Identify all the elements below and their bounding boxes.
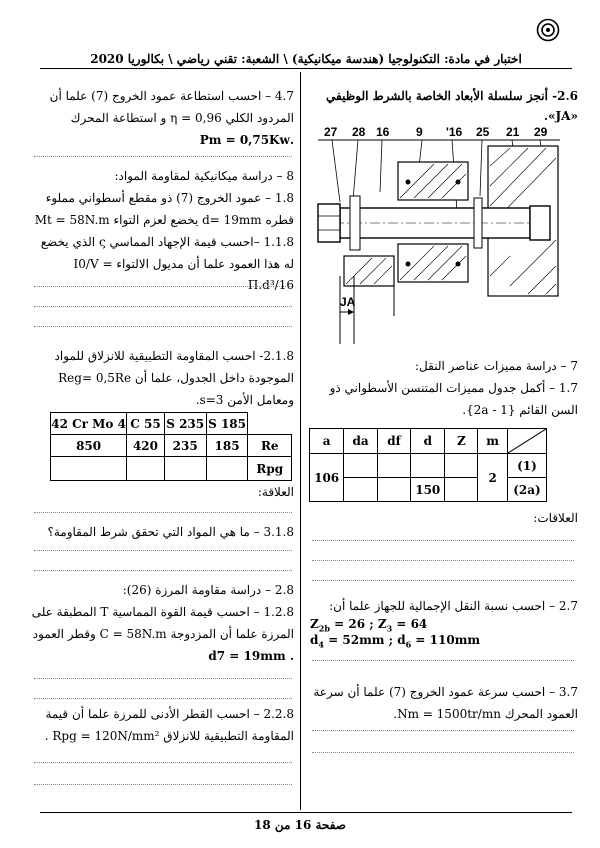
- material-header: S 235: [164, 413, 206, 435]
- re-value: 185: [206, 435, 248, 457]
- drawing-label: 16: [376, 126, 390, 139]
- assembly-drawing: [310, 126, 568, 344]
- q1-2-8-line3: . d7 = 19mm: [208, 649, 294, 663]
- gear-cell: [411, 454, 445, 478]
- material-header: C 55: [127, 413, 165, 435]
- gear-row-label: (1): [507, 454, 546, 478]
- gear-cell: [445, 478, 478, 502]
- q2-2-8-line2: المقاومة التطبيقية للانزلاق Rpg = 120N/mm² .: [44, 729, 294, 743]
- answer-line: [312, 540, 574, 541]
- re-label: Re: [248, 435, 292, 457]
- q2-6-line2: «JA».: [543, 109, 578, 123]
- circle-logo: [536, 18, 560, 42]
- material-table: [50, 412, 292, 481]
- gear-table: [309, 428, 547, 502]
- material-corner: [248, 413, 292, 435]
- ja-label: JA: [340, 295, 356, 309]
- q2-1-8-line2: الموجودة داخل الجدول، علما أن Reg= 0,5Re: [58, 371, 294, 385]
- material-header: 42 Cr Mo 4: [51, 413, 127, 435]
- answer-line: [34, 550, 292, 551]
- q3-7-line1: 3.7 – احسب سرعة عمود الخروج (7) علما أن سرعة: [313, 685, 578, 699]
- material-header: S 185: [206, 413, 248, 435]
- gear-cell: 150: [411, 478, 445, 502]
- footer-divider: [40, 812, 572, 813]
- gear-header: d: [411, 429, 445, 454]
- gear-cell: [344, 454, 378, 478]
- column-divider: [300, 72, 301, 810]
- q2-7-line1: 2.7 – احسب نسبة النقل الإجمالية للجهاز علما أن:: [329, 599, 578, 613]
- answer-line: [312, 580, 574, 581]
- gear-cell: [344, 478, 378, 502]
- rpg-value: [127, 457, 165, 481]
- answer-line: [34, 784, 292, 785]
- answer-line: [34, 306, 292, 307]
- answer-line: [34, 156, 292, 157]
- relations-label: العلاقات:: [533, 511, 578, 525]
- q1-2-8-line1: 1.2.8 – احسب قيمة القوة المماسية T المطبقة على: [31, 605, 294, 619]
- gear-header: m: [478, 429, 508, 454]
- gear-cell: [377, 478, 410, 502]
- drawing-label: 28: [352, 126, 366, 139]
- rpg-label: Rpg: [248, 457, 292, 481]
- drawing-label: 9: [416, 126, 423, 139]
- q1-2-8-line2: المرزة علما أن المزدوجة C = 58N.m وقطر العمود: [32, 627, 294, 641]
- q2-2-8-line1: 2.2.8 – احسب القطر الأدنى للمرزة علما أن قيمة: [45, 707, 294, 721]
- q1-7-line1: 1.7 – أكمل جدول مميزات المتنسن الأسطواني ذو: [329, 381, 578, 395]
- drawing-label: 25: [476, 126, 490, 139]
- drawing-label: 29: [534, 126, 548, 139]
- q2-7-line2: $Z_{2b} = 26$ ; $Z_3 = 64$: [310, 617, 428, 634]
- re-value: 235: [164, 435, 206, 457]
- q1-7-line2: السن القائم {1 - 2a}.: [462, 403, 578, 417]
- page-number: صفحة 16 من 18: [254, 818, 346, 832]
- answer-line: [312, 752, 574, 753]
- answer-line: [312, 660, 574, 661]
- header-divider: [40, 68, 572, 69]
- rpg-value: [164, 457, 206, 481]
- q1-8-line1: 1.8 – عمود الخروج (7) ذو مقطع أسطواني مملوء: [45, 191, 294, 205]
- rpg-value: [206, 457, 248, 481]
- answer-line: [34, 698, 292, 699]
- q8-title: 8 – دراسة ميكانيكية لمقاومة المواد:: [114, 169, 294, 183]
- answer-line: [312, 730, 574, 731]
- q4-7-line2: المردود الكلي η = 0,96 و استطاعة المحرك: [70, 111, 294, 125]
- q2-7-line3: $d_4 = 52mm$ ; $d_6 = 110mm$: [310, 633, 481, 650]
- answer-line: [34, 326, 292, 327]
- answer-line: [312, 560, 574, 561]
- drawing-label: 27: [324, 126, 338, 139]
- gear-header: df: [377, 429, 410, 454]
- drawing-label: 21: [506, 126, 520, 139]
- q3-7-line2: العمود المحرك Nm = 1500tr/mn.: [393, 707, 578, 721]
- gear-cell-m: 2: [478, 454, 508, 502]
- answer-line: [34, 678, 292, 679]
- q3-1-8: 3.1.8 – ما هي المواد التي تحقق شرط المقاومة؟: [47, 525, 294, 539]
- q2-6-line1: 2.6- أنجز سلسلة الأبعاد الخاصة بالشرط الوظيفي: [326, 89, 578, 103]
- answer-line: [34, 570, 292, 571]
- gear-cell: [445, 454, 478, 478]
- re-value: 850: [51, 435, 127, 457]
- drawing-label: '16: [446, 126, 463, 139]
- re-value: 420: [127, 435, 165, 457]
- q1-8-line2: قطره d= 19mm يخضع لعزم التواء Mt = 58N.m: [34, 213, 294, 227]
- q2-1-8-line1: 2.1.8- احسب المقاومة التطبيقية للانزلاق للمواد: [54, 349, 294, 363]
- answer-line: [34, 512, 292, 513]
- rpg-value: [51, 457, 127, 481]
- q7-title: 7 – دراسة مميزات عناصر النقل:: [415, 359, 578, 373]
- exam-header: اختبار في مادة: التكنولوجيا (هندسة ميكانيكية) \ الشعبة: تقني رياضي \ بكالوريا 2020: [90, 52, 522, 66]
- q1-1-8-line2: له هذا العمود علما أن مديول الالتواء I0/V = Π.d³/16: [73, 257, 294, 292]
- answer-line: [34, 762, 292, 763]
- q4-7-line1: 4.7 – احسب استطاعة عمود الخروج (7) علما أن: [49, 89, 294, 103]
- gear-header: da: [344, 429, 378, 454]
- gear-row-label: (2a): [507, 478, 546, 502]
- relation-label: العلاقة:: [257, 485, 294, 499]
- q1-1-8-line1: 1.1.8 –احسب قيمة الإجهاد المماسي ς الذي يخضع: [40, 235, 294, 249]
- gear-corner-cell: [507, 429, 546, 454]
- q2-8-title: 2.8 – دراسة مقاومة المرزة (26):: [122, 583, 294, 597]
- gear-header: a: [310, 429, 344, 454]
- q4-7-line3: .Pm = 0,75Kw: [199, 133, 294, 147]
- gear-header: Z: [445, 429, 478, 454]
- gear-cell-a: 106: [310, 454, 344, 502]
- answer-line: [34, 286, 292, 287]
- gear-cell: [377, 454, 410, 478]
- q2-1-8-line3: ومعامل الأمن s=3.: [195, 393, 294, 407]
